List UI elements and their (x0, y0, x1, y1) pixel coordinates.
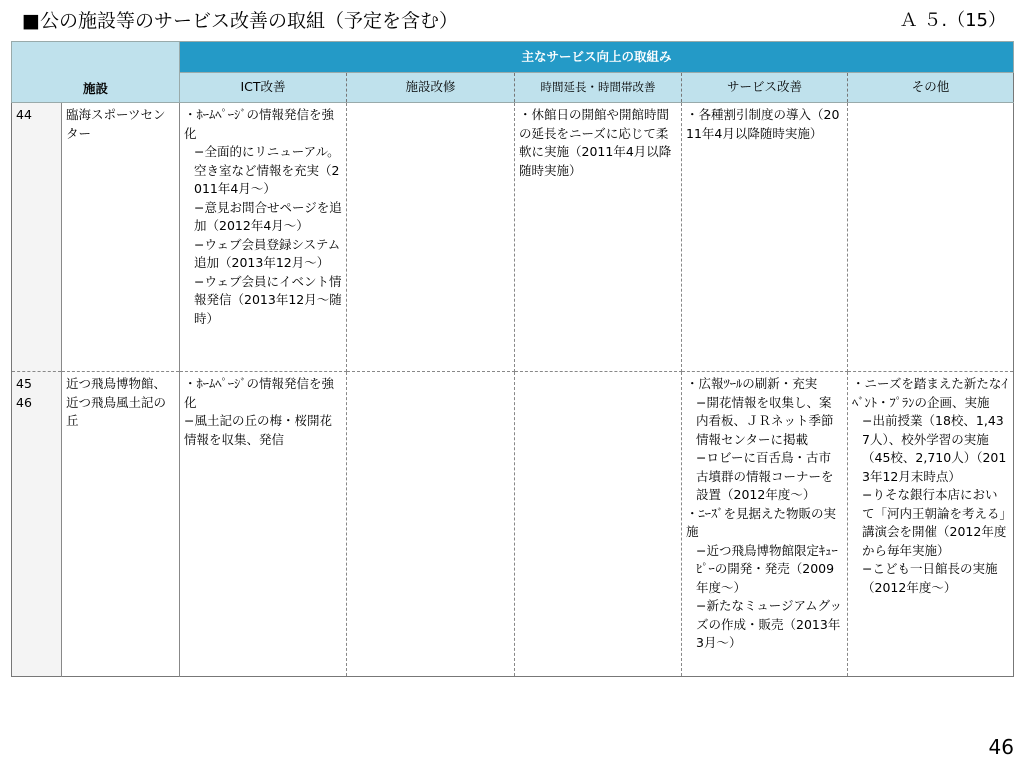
list-item: −こども一日館長の実施（2012年度〜） (862, 561, 998, 595)
list-item: −出前授業（18校、1,437人）、校外学習の実施（45校、2,710人）（2013年12月末時点） (862, 413, 1007, 484)
cell-hours (515, 372, 682, 677)
cell-other (848, 372, 1014, 677)
facility-name: 近つ飛鳥博物館、 近つ飛鳥風土記の丘 (62, 372, 180, 677)
table-row (12, 103, 1014, 372)
row-number: 44 (12, 103, 62, 372)
facility-column-header: 施設 (12, 42, 180, 103)
list-item: ・休館日の開館や開館時間の延長をニーズに応じて柔軟に実施（2011年4月以降随時実施） (519, 107, 672, 178)
list-item: −近つ飛鳥博物館限定ｷｭｰﾋﾟｰの開発・発売（2009年度〜） (696, 542, 838, 595)
main-initiatives-header: 主なサービス向上の取組み (180, 42, 1014, 73)
document-reference: Ａ ５.（15） (899, 10, 1006, 31)
service-improvement-table (11, 41, 1014, 677)
cell-other (848, 103, 1014, 372)
column-header-ict: ICT改善 (180, 73, 347, 103)
list-item: −ウェブ会員登録システム追加（2013年12月〜） (194, 236, 341, 270)
cell-service (682, 372, 848, 677)
list-item: ・ニーズを踏まえた新たなｲﾍﾞﾝﾄ・ﾌﾟﾗﾝの企画、実施 (852, 376, 1008, 410)
column-header-facility-renovation: 施設改修 (347, 73, 515, 103)
list-item: −全面的にリニューアル。空き室など情報を充実（2011年4月〜） (194, 144, 340, 196)
cell-ict (180, 372, 347, 677)
list-item: −意見お問合せページを追加（2012年4月〜） (194, 199, 342, 233)
list-item: −りそな銀行本店において「河内王朝論を考える」講演会を開催（2012年度から毎年実施） (862, 487, 1007, 558)
list-item: ・ﾎｰﾑﾍﾟｰｼﾞの情報発信を強化 (184, 376, 335, 410)
list-item: −ロビーに百舌鳥・古市古墳群の情報コーナーを設置（2012年度〜） (696, 450, 834, 502)
list-item: ・各種割引制度の導入（2011年4月以降随時実施） (686, 107, 840, 141)
cell-hours (515, 103, 682, 372)
column-header-hours: 時間延長・時間帯改善 (515, 73, 682, 103)
list-item: −風土記の丘の梅・桜開花情報を収集、発信 (184, 413, 332, 447)
cell-ict (180, 103, 347, 372)
column-header-other: その他 (848, 73, 1014, 103)
cell-facility-renovation (347, 103, 515, 372)
facility-name: 臨海スポーツセンター (62, 103, 180, 372)
page-number: 46 (988, 735, 1014, 759)
column-header-service: サービス改善 (682, 73, 848, 103)
row-number: 45 46 (12, 372, 62, 677)
cell-facility-renovation (347, 372, 515, 677)
table-row (12, 372, 1014, 677)
list-item: −ウェブ会員にイベント情報発信（2013年12月〜随時） (194, 273, 342, 326)
list-item: −開花情報を収集し、案内看板、ＪＲネット季節情報センターに掲載 (696, 394, 834, 447)
cell-service (682, 103, 848, 372)
list-item: ・広報ﾂｰﾙの刷新・充実 (686, 376, 818, 391)
list-item: −新たなミュージアムグッズの作成・販売（2013年3月〜） (696, 598, 842, 650)
list-item: ・ﾆｰｽﾞを見据えた物販の実施 (686, 505, 837, 539)
list-item: ・ﾎｰﾑﾍﾟｰｼﾞの情報発信を強化 (184, 107, 335, 141)
page-title: ■公の施設等のサービス改善の取組（予定を含む） (22, 10, 458, 32)
